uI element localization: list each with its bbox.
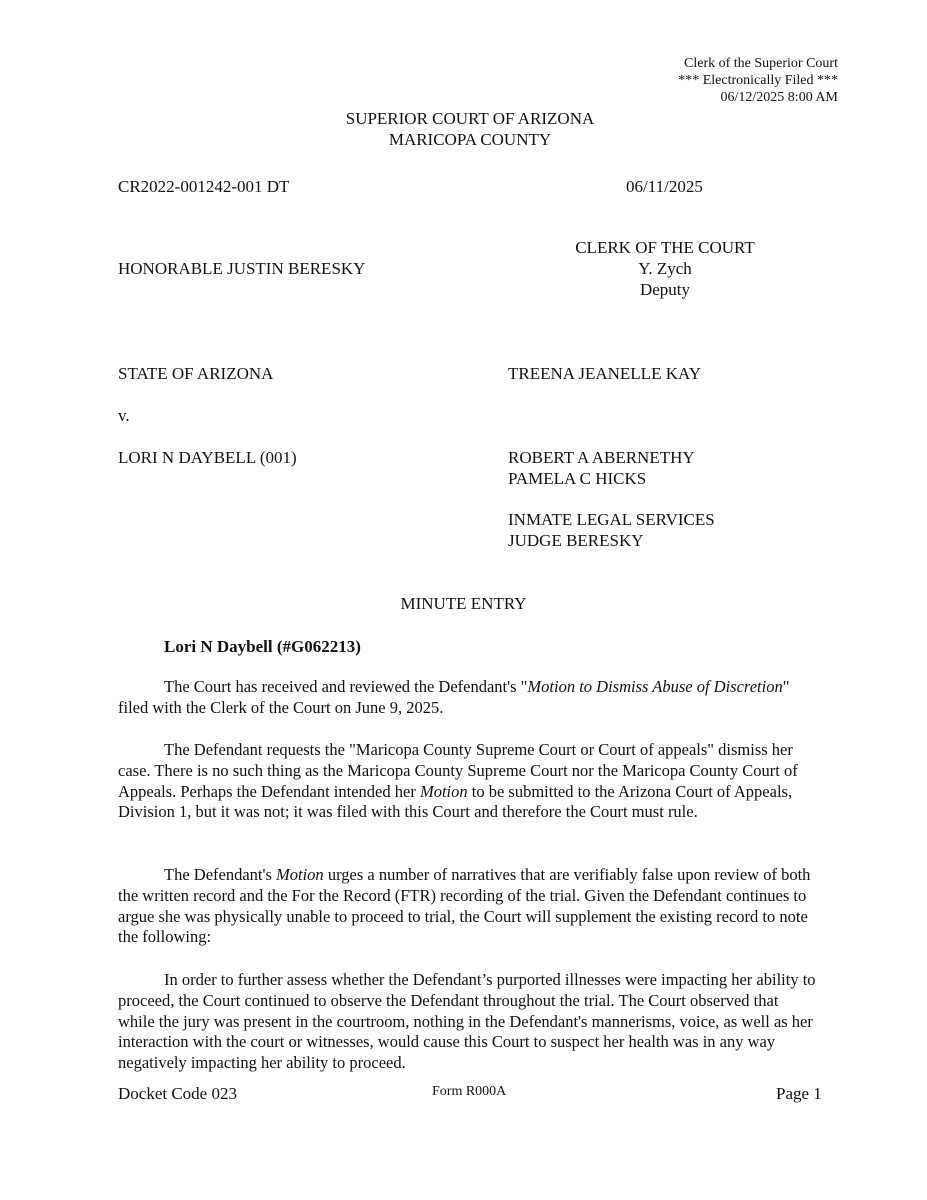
stamp-line-1: Clerk of the Superior Court xyxy=(684,56,838,71)
clerk-block xyxy=(540,237,790,300)
p3-text-a: The Defendant's xyxy=(164,865,277,884)
paragraph-2 xyxy=(118,740,818,823)
p1-text-b: " filed with the Clerk of the Court on June 9, 2025. xyxy=(118,677,790,717)
p4-text: In order to further assess whether the Defendant’s purported illnesses were impacting her ability to proceed, the Court continued to observe the Defendant throughout the trial. The Court observed that while the jury was present in the courtroom, nothing in the Defendant's mannerisms, voice, as well as her interaction with the court or witnesses, would cause this Court to suspect her health was in any way negatively impacting her ability to proceed. xyxy=(118,970,816,1073)
page-number: Page 1 xyxy=(776,1084,822,1103)
judge-name: HONORABLE JUSTIN BERESKY xyxy=(118,259,366,278)
p2-text-a: The Defendant requests the "Maricopa County Supreme Court or Court of appeals" dismiss her case. There is no such thing as the Maricopa County Supreme Court nor the Maricopa County Court of Appeals. Perhaps the Defendant intended her xyxy=(118,740,798,801)
p1-text-a: The Court has received and reviewed the Defendant's " xyxy=(164,677,528,696)
court-heading xyxy=(0,108,927,150)
stamp-line-2: *** Electronically Filed *** xyxy=(678,73,838,88)
minute-entry-title: MINUTE ENTRY xyxy=(400,594,527,613)
court-name: SUPERIOR COURT OF ARIZONA xyxy=(345,109,595,128)
clerk-name: Y. Zych xyxy=(638,259,692,278)
subject-line: Lori N Daybell (#G062213) xyxy=(164,637,361,656)
p1-motion-title: Motion to Dismiss Abuse of Discretion xyxy=(527,677,783,696)
case-number: CR2022-001242-001 DT xyxy=(118,177,290,196)
distribution xyxy=(508,509,715,551)
case-date: 06/11/2025 xyxy=(626,177,703,196)
defense-counsel xyxy=(508,447,695,489)
paragraph-1 xyxy=(118,677,818,719)
p3-text-b: urges a number of narratives that are verifiably false upon review of both the written record and the For the Record (FTR) recording of the trial. Given the Defendant continues to argue she was physically unable to proceed to trial, the Court will supplement the existing record to note the following: xyxy=(118,865,811,947)
paragraph-4 xyxy=(118,970,818,1074)
prosecutor: TREENA JEANELLE KAY xyxy=(508,364,701,383)
counsel-2: PAMELA C HICKS xyxy=(508,469,647,488)
clerk-title: CLERK OF THE COURT xyxy=(575,238,755,257)
stamp-line-3: 06/12/2025 8:00 AM xyxy=(720,90,838,105)
form-number: Form R000A xyxy=(432,1084,507,1099)
p3-motion: Motion xyxy=(276,865,324,884)
clerk-role: Deputy xyxy=(639,280,691,299)
defendant: LORI N DAYBELL (001) xyxy=(118,448,297,467)
versus: v. xyxy=(118,406,130,425)
p2-motion: Motion xyxy=(419,781,468,801)
counsel-1: ROBERT A ABERNETHY xyxy=(508,448,695,467)
court-county: MARICOPA COUNTY xyxy=(388,130,552,149)
distribution-2: JUDGE BERESKY xyxy=(508,531,644,550)
paragraph-3 xyxy=(118,865,818,948)
plaintiff: STATE OF ARIZONA xyxy=(118,364,274,383)
docket-code: Docket Code 023 xyxy=(118,1084,237,1103)
distribution-1: INMATE LEGAL SERVICES xyxy=(508,510,715,529)
p2-text-b: to be submitted to the Arizona Court of Appeals, Division 1, but it was not; it was filed with this Court and therefore the Court must rule. xyxy=(118,781,793,822)
filing-stamp xyxy=(588,55,838,106)
